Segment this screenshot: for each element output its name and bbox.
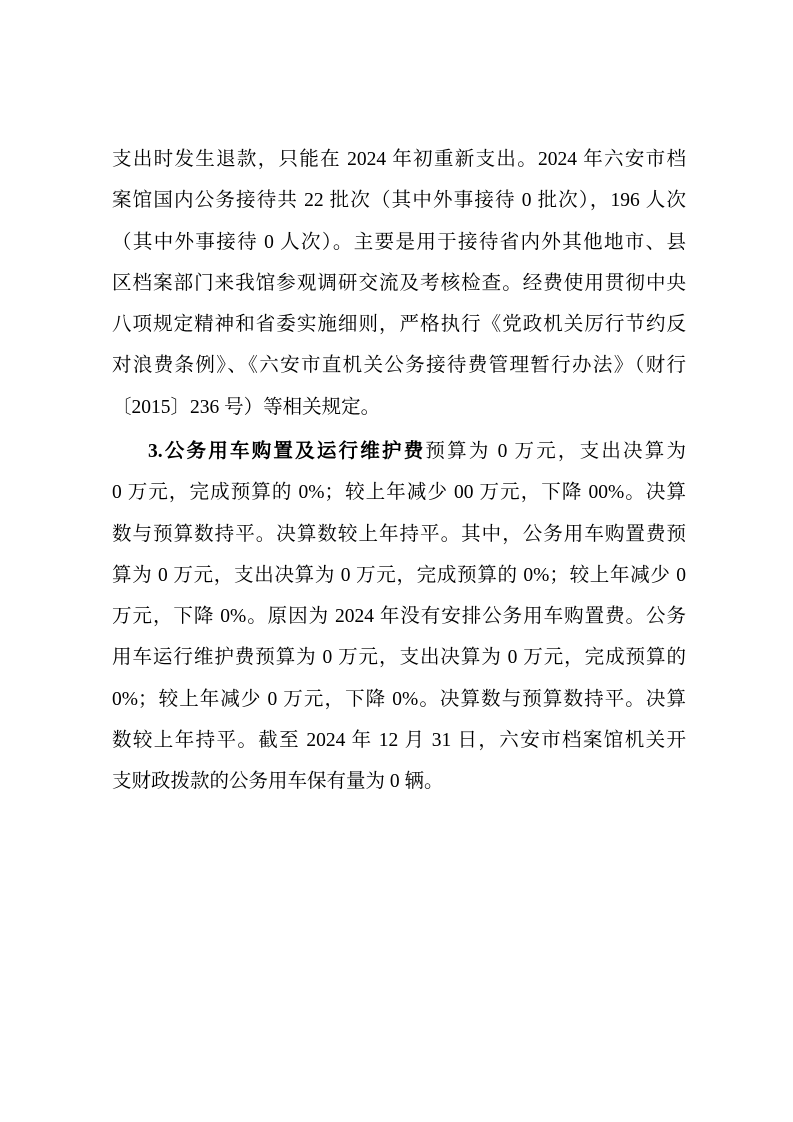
text-line: 用车运行维护费预算为 0 万元，支出决算为 0 万元，完成预算的 [112,647,686,669]
text-line: 支出时发生退款，只能在 2024 年初重新支出。2024 年六安市档 [112,149,686,170]
text-line: 八项规定精神和省委实施细则，严格执行《党政机关厉行节约反 [112,314,686,336]
text-line: 对浪费条例》、《六安市直机关公务接待费管理暂行办法》（财行 [112,355,686,377]
text-line: 数与预算数持平。决算数较上年持平。其中，公务用车购置费预 [112,523,686,545]
text-line: （其中外事接待 0 人次）。主要是用于接待省内外其他地市、县 [112,231,686,253]
text-line-rest: 预算为 0 万元，支出决算为 [425,441,686,462]
text-line: 算为 0 万元，支出决算为 0 万元，完成预算的 0%；较上年减少 0 [112,564,686,586]
paragraph-vehicle-expenses [112,431,686,803]
text-line: 0 万元，完成预算的 0%；较上年减少 00 万元，下降 00%。决算 [112,482,686,504]
text-line: 支财政拨款的公务用车保有量为 0 辆。 [112,771,444,793]
text-line: 案馆国内公务接待共 22 批次（其中外事接待 0 批次），196 人次 [112,190,686,212]
text-line: 数较上年持平。截至 2024 年 12 月 31 日，六安市档案馆机关开 [112,730,686,752]
text-line: 万元，下降 0%。原因为 2024 年没有安排公务用车购置费。公务 [112,606,686,628]
text-line: 〔2015〕236 号）等相关规定。 [112,396,381,418]
text-line: 0%；较上年减少 0 万元，下降 0%。决算数与预算数持平。决算 [112,688,686,710]
paragraph-reception-expenses [112,139,686,428]
section-heading: 3.公务用车购置及运行维护费 [148,441,426,462]
text-line-first [112,431,686,472]
text-line: 区档案部门来我馆参观调研交流及考核检查。经费使用贯彻中央 [112,272,686,294]
